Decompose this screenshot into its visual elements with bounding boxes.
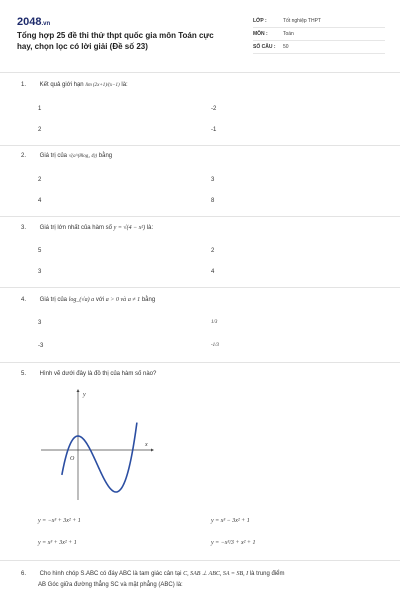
option-c[interactable]: -3 bbox=[38, 343, 44, 349]
option-d[interactable]: -1 bbox=[211, 127, 217, 133]
question-6 bbox=[21, 569, 386, 591]
meta-row-subject bbox=[253, 28, 385, 41]
question-3 bbox=[21, 225, 153, 231]
option-a[interactable]: 2 bbox=[38, 177, 42, 183]
option-c[interactable]: y = x³ + 3x² + 1 bbox=[38, 540, 77, 546]
question-math: C, SAB ⊥ ABC, SA = SB, I bbox=[183, 571, 249, 577]
meta-value: Toán bbox=[283, 31, 294, 37]
option-b[interactable]: 2 bbox=[211, 248, 215, 254]
divider bbox=[0, 287, 400, 288]
question-text: Giá trị của bbox=[39, 297, 68, 303]
option-c[interactable]: 3 bbox=[38, 269, 42, 275]
question-text: Giá trị lớn nhất của hàm số bbox=[39, 225, 112, 231]
logo[interactable]: 2048.vn bbox=[17, 16, 51, 28]
divider bbox=[0, 145, 400, 146]
question-text: Kết quả giới hạn bbox=[39, 82, 84, 88]
question-text-line2: AB Góc giữa đường thẳng SC và mặt phẳng (ABC) là: bbox=[38, 582, 183, 588]
question-number: 3. bbox=[21, 225, 27, 231]
option-b[interactable]: 1/3 bbox=[211, 320, 218, 325]
origin-label: O bbox=[70, 456, 75, 462]
question-text-end: là trung điểm bbox=[249, 571, 285, 577]
divider bbox=[0, 362, 400, 363]
question-text-end: bằng bbox=[141, 297, 156, 303]
meta-row-class bbox=[253, 15, 385, 28]
option-d[interactable]: y = −x³/3 + x² + 1 bbox=[211, 540, 256, 546]
option-c[interactable]: 2 bbox=[38, 127, 42, 133]
question-number: 1. bbox=[21, 82, 27, 88]
question-number: 6. bbox=[21, 571, 27, 577]
meta-label: LỚP : bbox=[253, 18, 267, 24]
meta-value: 50 bbox=[283, 44, 289, 50]
option-a[interactable]: 5 bbox=[38, 248, 42, 254]
option-b[interactable]: -2 bbox=[211, 106, 217, 112]
question-math: a ≠ 1 bbox=[127, 297, 141, 303]
question-text-end: bằng bbox=[98, 153, 113, 159]
question-text: Cho hình chóp S.ABC có đáy ABC là tam giác cân tại bbox=[39, 571, 182, 577]
question-number: 4. bbox=[21, 297, 27, 303]
question-text: Hình vẽ dưới đây là đồ thị của hàm số nào? bbox=[39, 371, 157, 377]
meta-value: Tốt nghiệp THPT bbox=[283, 18, 321, 24]
question-2 bbox=[21, 153, 112, 159]
option-b[interactable]: 3 bbox=[211, 177, 215, 183]
divider bbox=[0, 560, 400, 561]
y-axis-label: y bbox=[83, 392, 86, 398]
meta-label: SỐ CÂU : bbox=[253, 44, 276, 50]
option-a[interactable]: 1 bbox=[38, 106, 42, 112]
question-number: 5. bbox=[21, 371, 27, 377]
question-math: lim (2x+1)/(x−1) bbox=[85, 83, 120, 88]
x-axis-label: x bbox=[145, 442, 148, 448]
question-4 bbox=[21, 297, 155, 303]
question-math: a > 0 bbox=[105, 297, 119, 303]
question-math: log_(√a) a bbox=[68, 297, 95, 303]
option-b[interactable]: y = x³ − 3x² + 1 bbox=[211, 518, 250, 524]
question-5 bbox=[21, 371, 156, 377]
page-title: Tổng hợp 25 đề thi thử thpt quốc gia môn Toán cực hay, chọn lọc có lời giải (Đề số 23) bbox=[17, 31, 214, 51]
option-a[interactable]: 3 bbox=[38, 320, 42, 326]
meta-label: MÔN : bbox=[253, 31, 268, 37]
question-number: 2. bbox=[21, 153, 27, 159]
option-d[interactable]: 8 bbox=[211, 198, 215, 204]
x-axis-arrow bbox=[151, 449, 154, 452]
question-text-end: là: bbox=[121, 82, 128, 88]
question-math: y = √(4 − x²) bbox=[113, 225, 146, 231]
divider bbox=[0, 216, 400, 217]
divider bbox=[0, 72, 400, 73]
y-axis-arrow bbox=[77, 389, 80, 392]
option-d[interactable]: 4 bbox=[211, 269, 215, 275]
question-text: với bbox=[95, 297, 105, 303]
meta-row-count bbox=[253, 41, 385, 54]
option-c[interactable]: 4 bbox=[38, 198, 42, 204]
question-text: và bbox=[120, 297, 127, 303]
meta-table bbox=[253, 15, 385, 54]
question-math: √(a^(8log₂ 4)) bbox=[68, 154, 98, 159]
question-text-end: là: bbox=[146, 225, 154, 231]
question-text: Giá trị của bbox=[39, 153, 68, 159]
option-d[interactable]: -1/3 bbox=[211, 343, 220, 348]
question-1 bbox=[21, 82, 128, 88]
option-a[interactable]: y = −x³ + 3x² + 1 bbox=[38, 518, 81, 524]
function-graph bbox=[33, 382, 163, 504]
